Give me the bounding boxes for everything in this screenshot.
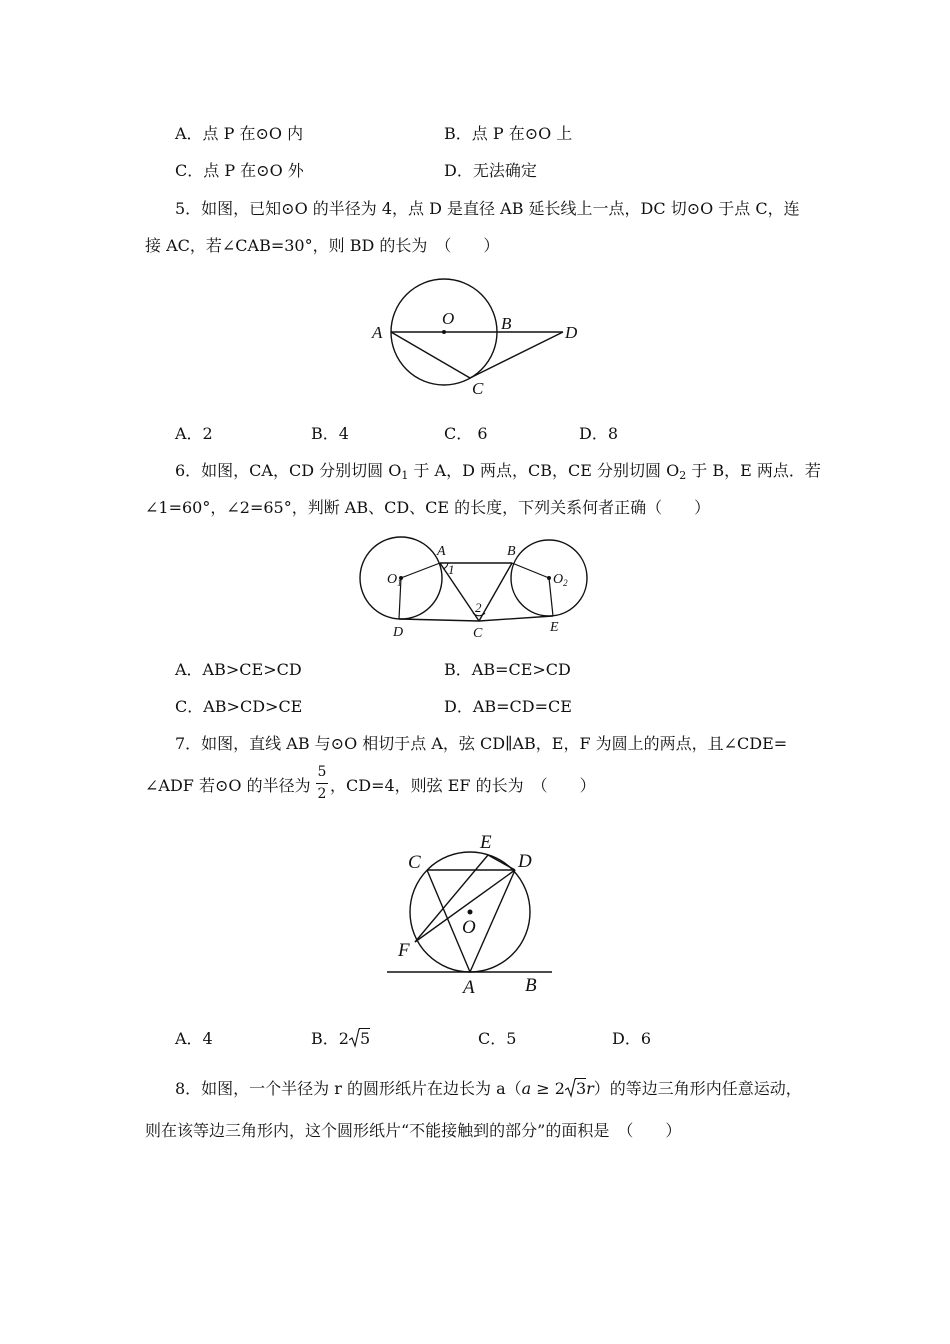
q6-stem-part1: 6．如图，CA，CD 分别切圆 O <box>175 461 402 480</box>
q7-chord-da <box>470 870 515 972</box>
q6-tangent-cb <box>479 563 512 621</box>
q6-label-1: 1 <box>448 562 455 577</box>
q6-stem-line2: ∠1=60°，∠2=65°，判断 AB、CD、CE 的长度，下列关系何者正确（ ） <box>145 498 711 517</box>
q6-label-e: E <box>550 620 559 635</box>
q7-label-f: F <box>398 940 410 961</box>
q5-option-d: D．8 <box>579 424 619 443</box>
q5-label-c: C <box>472 379 484 398</box>
q7-option-d: D．6 <box>612 1029 652 1048</box>
q7-label-a: A <box>463 977 475 998</box>
q6-stem-line1 <box>175 461 821 481</box>
q8-cond-sqrt <box>565 1079 586 1098</box>
q6-label-b: B <box>507 544 516 559</box>
q7-label-o: O <box>462 917 476 938</box>
q6-label-d: D <box>393 625 404 640</box>
q5-option-b: B．4 <box>311 424 349 443</box>
q7-option-b-prefix: B． <box>311 1029 339 1048</box>
q4-option-c: C．点 P 在⊙O 外 <box>175 161 304 180</box>
q6-tangent-cd <box>399 619 479 621</box>
q4-option-b: B．点 P 在⊙O 上 <box>444 124 573 143</box>
q5-label-b: B <box>501 314 512 333</box>
radical-sign-icon <box>349 1028 360 1048</box>
q7-center-dot <box>468 910 473 915</box>
q7-fraction-bar <box>316 783 328 784</box>
q7-option-c: C．5 <box>478 1029 517 1048</box>
q6-label-a: A <box>437 544 446 559</box>
q5-chord-ac <box>391 332 470 378</box>
q6-label-c: C <box>473 626 483 641</box>
q6-tangent-ca <box>440 563 479 621</box>
q5-option-a: A．2 <box>175 424 213 443</box>
q5-stem-line2: 接 AC，若∠CAB=30°，则 BD 的长为 （ ） <box>145 236 500 255</box>
q7-label-e: E <box>480 832 492 853</box>
q7-option-b-coefficient: 2 <box>338 1029 349 1048</box>
q8-cond-radicand: 3 <box>575 1079 587 1098</box>
q7-chord-de <box>488 855 515 870</box>
q6-stem-sub1: 1 <box>401 469 409 482</box>
q4-option-a: A．点 P 在⊙O 内 <box>175 124 304 143</box>
q5-stem-line1: 5．如图，已知⊙O 的半径为 4，点 D 是直径 AB 延长线上一点，DC 切⊙O 于点 C，连 <box>175 199 800 218</box>
q6-radius-o1a <box>401 563 440 578</box>
q6-option-d: D．AB=CD=CE <box>444 697 572 716</box>
q5-option-c: C． 6 <box>444 424 488 443</box>
q5-label-d: D <box>565 323 578 342</box>
radical-sign-icon <box>565 1078 576 1098</box>
q6-center-o2-dot <box>547 576 551 580</box>
q6-figure <box>355 533 605 645</box>
q6-tangent-ce <box>479 616 553 621</box>
q7-label-c: C <box>408 852 421 873</box>
q5-label-a: A <box>372 323 383 342</box>
q8-stem-part1: 8．如图，一个半径为 r 的圆形纸片在边长为 a（ <box>175 1079 522 1098</box>
q8-cond-r: r <box>586 1079 594 1098</box>
q8-stem-line1 <box>175 1079 802 1099</box>
q6-radius-o2b <box>512 563 549 578</box>
q7-stem-line2b: ，CD=4，则弦 EF 的长为 （ ） <box>330 776 596 795</box>
q5-center-dot <box>442 330 446 334</box>
q8-stem-part2: ）的等边三角形内任意运动， <box>593 1079 802 1098</box>
q7-stem-line2a: ∠ADF 若⊙O 的半径为 <box>145 776 311 795</box>
q7-option-a: A．4 <box>175 1029 213 1048</box>
q6-label-o1: $O_1$ <box>387 572 402 588</box>
q5-tangent-dc <box>470 332 563 378</box>
q6-option-b: B．AB=CE>CD <box>444 660 571 679</box>
q6-stem-part2: 于 A，D 两点，CB，CE 分别切圆 O <box>408 461 680 480</box>
q6-option-a: A．AB>CE>CD <box>175 660 302 679</box>
q7-stem-line1: 7．如图，直线 AB 与⊙O 相切于点 A，弦 CD∥AB，E，F 为圆上的两点，且∠CDE= <box>175 734 788 753</box>
q7-label-b: B <box>525 975 537 996</box>
q8-stem-line2: 则在该等边三角形内，这个圆形纸片“不能接触到的部分”的面积是 （ ） <box>145 1121 682 1140</box>
q5-label-o: O <box>442 309 455 328</box>
q6-option-c: C．AB>CD>CE <box>175 697 303 716</box>
q7-option-b <box>311 1029 370 1049</box>
q8-cond-ge: ≥ 2 <box>531 1079 565 1098</box>
q6-label-o2: $O_2$ <box>553 572 568 588</box>
q6-label-2: 2 <box>475 600 482 615</box>
q6-stem-sub2: 2 <box>679 469 687 482</box>
q5-figure <box>360 270 600 405</box>
q7-label-d: D <box>518 851 532 872</box>
q7-option-b-radicand: 5 <box>359 1029 371 1048</box>
q4-option-d: D．无法确定 <box>444 161 537 180</box>
q7-figure <box>382 825 562 1000</box>
q6-stem-part3: 于 B，E 两点．若 <box>686 461 821 480</box>
q8-cond-a: a <box>521 1079 532 1098</box>
q7-fraction-numerator: 5 <box>317 764 327 780</box>
q7-fraction-denominator: 2 <box>317 786 327 802</box>
q7-option-b-sqrt <box>349 1029 370 1048</box>
